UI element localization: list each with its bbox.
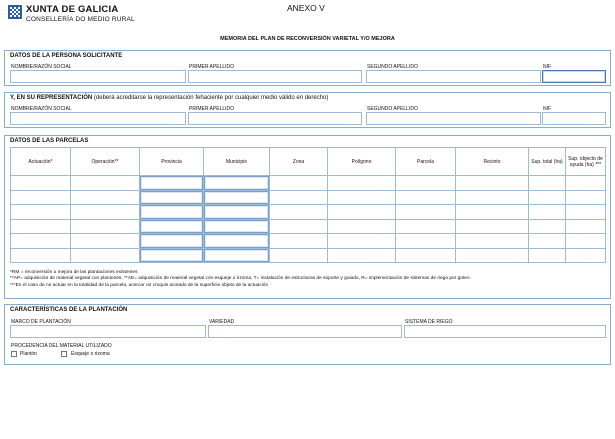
- plantacion-section: [4, 304, 611, 365]
- table-cell[interactable]: [270, 234, 328, 249]
- table-cell[interactable]: [71, 205, 140, 220]
- table-cell[interactable]: [140, 190, 204, 205]
- table-cell[interactable]: [566, 190, 606, 205]
- table-cell[interactable]: [529, 219, 566, 234]
- marco-field[interactable]: [10, 325, 206, 338]
- table-row: [11, 234, 606, 249]
- table-cell[interactable]: [396, 234, 456, 249]
- table-cell[interactable]: [396, 219, 456, 234]
- xunta-cross-logo-icon: [8, 5, 22, 19]
- xunta-logo: [8, 4, 135, 24]
- header-recinto: Recinto: [456, 148, 529, 176]
- parcelas-body: [11, 176, 606, 263]
- nif-field[interactable]: [542, 70, 606, 83]
- solicitante-title: DATOS DE LA PERSONA SOLICITANTE: [10, 53, 123, 59]
- header-municipio: Municipio: [204, 148, 270, 176]
- table-cell[interactable]: [328, 205, 396, 220]
- table-cell[interactable]: [566, 234, 606, 249]
- table-cell[interactable]: [204, 190, 270, 205]
- parcelas-title: DATOS DE LAS PARCELAS: [10, 138, 89, 144]
- header-sup-ayuda: Sup. objecto de ayuda (ha) ***: [566, 148, 606, 176]
- table-cell[interactable]: [396, 205, 456, 220]
- table-cell[interactable]: [11, 205, 71, 220]
- table-cell[interactable]: [456, 176, 529, 191]
- table-cell[interactable]: [204, 248, 270, 263]
- note-operaciones: **AP= adquisición de material vegetal con plantones, **AE= adquisición de material vegetal con esqueje o rizoma, T= instalación de estructuras de soporte y guiado, R= implementación de sistemas de riego por goteo: [10, 276, 470, 282]
- table-cell[interactable]: [396, 176, 456, 191]
- esqueje-checkbox[interactable]: [61, 351, 67, 357]
- table-row: [11, 248, 606, 263]
- table-cell[interactable]: [396, 190, 456, 205]
- table-row: [11, 176, 606, 191]
- rep-segundo-apellido-label: SEGUNDO APELLIDO: [367, 106, 418, 112]
- table-cell[interactable]: [328, 248, 396, 263]
- table-cell[interactable]: [71, 176, 140, 191]
- table-cell[interactable]: [71, 248, 140, 263]
- rep-primer-apellido-label: PRIMER APELLIDO: [189, 106, 235, 112]
- segundo-apellido-field[interactable]: [366, 70, 541, 83]
- rep-nif-label: NIF: [543, 106, 552, 112]
- table-row: [11, 219, 606, 234]
- document-title: MEMORIA DEL PLAN DE RECONVERSIÓN VARIETAL Y/O MEJORA: [220, 36, 395, 42]
- select-box[interactable]: [140, 249, 203, 263]
- table-cell[interactable]: [71, 190, 140, 205]
- select-box[interactable]: [140, 234, 203, 248]
- table-cell[interactable]: [140, 205, 204, 220]
- select-box[interactable]: [140, 176, 203, 190]
- rep-nombre-label: NOMBRE/RAZÓN SOCIAL: [11, 106, 72, 112]
- table-cell[interactable]: [566, 176, 606, 191]
- primer-apellido-label: PRIMER APELLIDO: [189, 64, 235, 70]
- rep-primer-apellido-field[interactable]: [188, 112, 362, 125]
- representacion-title: [10, 95, 328, 101]
- header-actuacion: Actuación*: [11, 148, 71, 176]
- representacion-section: [4, 92, 611, 128]
- table-cell[interactable]: [11, 234, 71, 249]
- riego-label: SISTEMA DE RIEGO: [405, 319, 453, 325]
- note-rm: *RM = reconversión o mejora de las plantaciones existentes: [10, 270, 138, 275]
- table-cell[interactable]: [140, 248, 204, 263]
- table-cell[interactable]: [270, 190, 328, 205]
- header-operacion: Operación**: [71, 148, 140, 176]
- table-cell[interactable]: [328, 176, 396, 191]
- header-poligono: Polígono: [328, 148, 396, 176]
- table-cell[interactable]: [11, 190, 71, 205]
- table-cell[interactable]: [204, 176, 270, 191]
- rep-nif-field[interactable]: [542, 112, 606, 125]
- table-cell[interactable]: [328, 190, 396, 205]
- select-box[interactable]: [204, 176, 269, 190]
- table-cell[interactable]: [71, 234, 140, 249]
- table-cell[interactable]: [204, 219, 270, 234]
- table-cell[interactable]: [529, 234, 566, 249]
- select-box[interactable]: [204, 191, 269, 205]
- header-zona: Zona: [270, 148, 328, 176]
- table-cell[interactable]: [566, 205, 606, 220]
- table-cell[interactable]: [140, 219, 204, 234]
- logo-title: XUNTA DE GALICIA: [26, 4, 119, 15]
- table-cell[interactable]: [204, 234, 270, 249]
- table-cell[interactable]: [270, 219, 328, 234]
- representacion-title-main: Y, EN SU REPRESENTACIÓN: [10, 95, 93, 101]
- planton-label: Plantón: [20, 351, 37, 357]
- segundo-apellido-label: SEGUNDO APELLIDO: [367, 64, 418, 70]
- table-cell[interactable]: [529, 248, 566, 263]
- table-cell[interactable]: [456, 248, 529, 263]
- select-box[interactable]: [140, 205, 203, 219]
- variedad-label: VARIEDAD: [209, 319, 235, 325]
- table-cell[interactable]: [11, 248, 71, 263]
- table-cell[interactable]: [11, 176, 71, 191]
- table-cell[interactable]: [204, 205, 270, 220]
- table-cell[interactable]: [328, 234, 396, 249]
- table-cell[interactable]: [566, 219, 606, 234]
- select-box[interactable]: [204, 220, 269, 234]
- parcelas-table: [10, 147, 606, 263]
- table-cell[interactable]: [529, 205, 566, 220]
- esqueje-label: Esqueje o rizoma: [71, 351, 110, 357]
- select-box[interactable]: [204, 249, 269, 263]
- representacion-note: (deberá acreditarse la representación fehaciente por cualquier medio válido en derecho): [93, 95, 329, 101]
- annex-label: ANEXO V: [287, 3, 325, 13]
- primer-apellido-field[interactable]: [188, 70, 362, 83]
- table-cell[interactable]: [270, 176, 328, 191]
- nif-label: NIF: [543, 64, 552, 70]
- parcelas-section: [4, 135, 611, 299]
- table-cell[interactable]: [270, 205, 328, 220]
- rep-nombre-field[interactable]: [10, 112, 186, 125]
- table-cell[interactable]: [456, 205, 529, 220]
- nombre-field[interactable]: [10, 70, 186, 83]
- select-box[interactable]: [204, 205, 269, 219]
- header-parcela: Parcela: [396, 148, 456, 176]
- header-provincia: Provincia: [140, 148, 204, 176]
- table-cell[interactable]: [456, 219, 529, 234]
- parcelas-notes: [10, 270, 470, 289]
- marco-label: MARCO DE PLANTACIÓN: [11, 319, 71, 325]
- table-row: [11, 205, 606, 220]
- table-cell[interactable]: [270, 248, 328, 263]
- planton-checkbox[interactable]: [11, 351, 17, 357]
- nombre-label: NOMBRE/RAZÓN SOCIAL: [11, 64, 72, 70]
- solicitante-section: [4, 50, 611, 86]
- table-row: [11, 190, 606, 205]
- rep-segundo-apellido-field[interactable]: [366, 112, 541, 125]
- table-cell[interactable]: [396, 248, 456, 263]
- table-cell[interactable]: [328, 219, 396, 234]
- plantacion-title: CARACTERÍSTICAS DE LA PLANTACIÓN: [10, 307, 128, 313]
- note-croquis: ***En el caso de no actuar en la totalidad de la parcela, acercar un croquis acotado de la superficie objeto de la actuación: [10, 282, 269, 288]
- logo-subtitle: CONSELLERÍA DO MEDIO RURAL: [26, 16, 135, 23]
- parcelas-header-row: [11, 148, 606, 176]
- table-cell[interactable]: [529, 190, 566, 205]
- variedad-field[interactable]: [208, 325, 402, 338]
- table-cell[interactable]: [140, 234, 204, 249]
- table-cell[interactable]: [140, 176, 204, 191]
- select-box[interactable]: [140, 220, 203, 234]
- table-cell[interactable]: [71, 219, 140, 234]
- table-cell[interactable]: [566, 248, 606, 263]
- table-cell[interactable]: [11, 219, 71, 234]
- header-sup-total: Sup. total (ha): [529, 148, 566, 176]
- riego-field[interactable]: [404, 325, 606, 338]
- table-cell[interactable]: [529, 176, 566, 191]
- select-box[interactable]: [204, 234, 269, 248]
- table-cell[interactable]: [456, 190, 529, 205]
- table-cell[interactable]: [456, 234, 529, 249]
- procedencia-label: PROCEDENCIA DEL MATERIAL UTILIZADO: [11, 343, 112, 349]
- select-box[interactable]: [140, 191, 203, 205]
